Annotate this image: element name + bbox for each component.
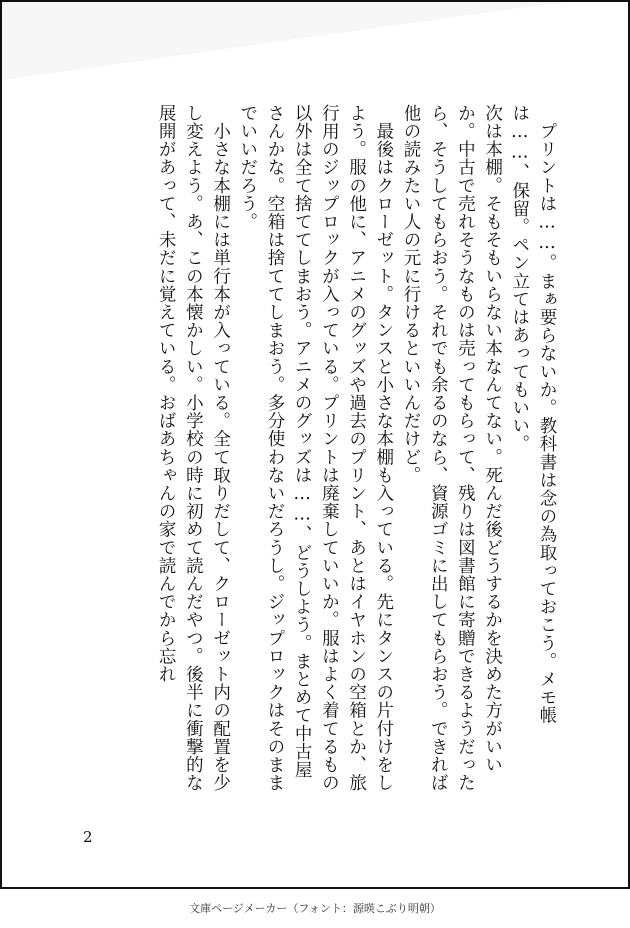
footer-caption: 文庫ページメーカー（フォント：源暎こぶり明朝） [189,902,441,915]
body-text [70,104,560,794]
paragraph: プリントは……。まぁ要らないか。教科書は念の為取っておこう。メモ帳は……、保留。ペン立てはあってもいい。 [509,104,557,725]
paragraph: 小さな本棚には単行本が入っている。全て取りだして、クローゼット内の配置を少し変えよう。あ、この本懐かしい。小学校の時に初めて読んだやつ。後半に衝撃的な展開があって、未だに覚えている。おばあちゃんの家で読んでから忘れ [156,104,231,792]
paragraph: 最後はクローゼット。タンスと小さな本棚も入っている。先にタンスの片付けをしよう。服の他に、アニメのグッズや過去のプリント、あとはイヤホンの空箱とか、旅行用のジップロックが入っている。プリントは廃棄していいか。服はよく着てるもの以外は全て捨ててしまおう。アニメのグッズは……、どうしよう。まとめて中古屋さんかな。空箱は捨ててしまおう。多分使わないだろうし。ジップロックはそのままでいいだろう。 [237,104,394,792]
page-number: 2 [83,828,93,846]
page-shadow [2,2,562,80]
paragraph: 次は本棚。そもそもいらない本なんてない。死んだ後どうするかを決めた方がいいか。中古で売れそうなものは売ってもらって、残りは図書館に寄贈できるようだったら、そうしてもらおう。それでも余るのなら、資源ゴミに出してもらおう。できれば他の読みたい人の元に行けるといいんだけど。 [400,104,503,792]
